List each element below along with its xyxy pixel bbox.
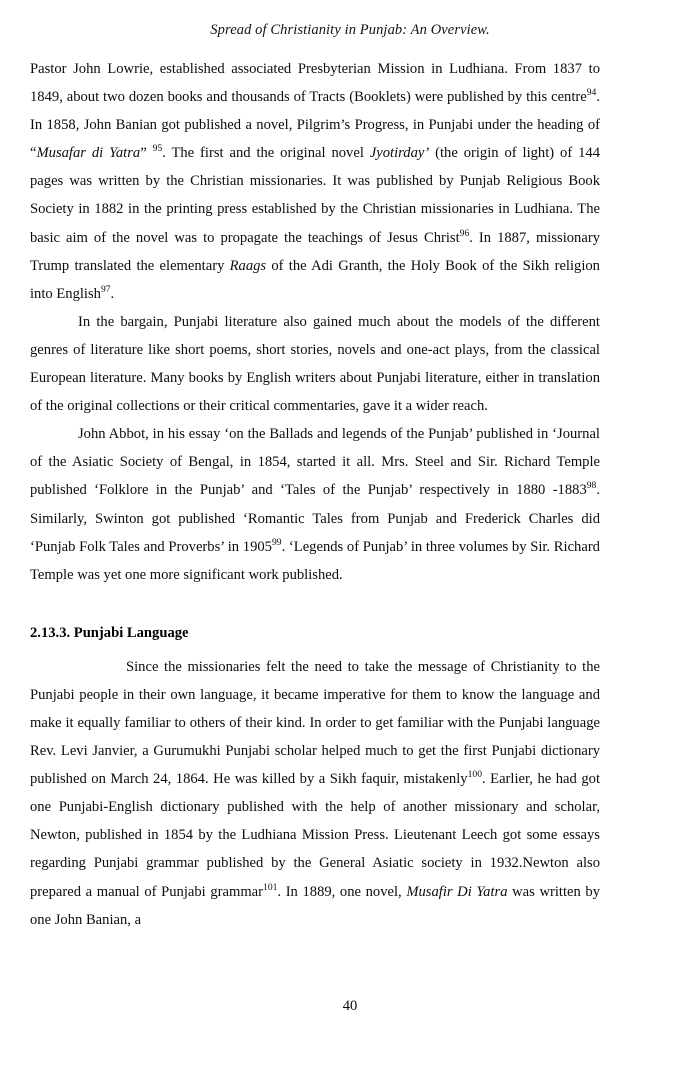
paragraph-1-run-8: . <box>110 285 115 302</box>
paragraph-4-run-2: . Earlier, he had got one Punjabi-English dictionary published with the help of another missionary and scholar, Newton, published in 1854 by the Ludhiana Mission Press. Lieutenant Leech got some essays regarding Punjabi grammar published by the General Asiatic society in 1932.Newton also prepared a manual of Punjabi grammar <box>30 771 601 900</box>
footnote-marker-99: 99 <box>271 536 282 548</box>
paragraph-3 <box>30 420 600 589</box>
page-number: 40 <box>342 998 358 1014</box>
paragraph-1-run-3: ” <box>140 145 153 162</box>
paragraph-1-run-4: . The first and the original novel <box>162 145 370 162</box>
paragraph-1-run-2: . In 1858, John Banian got published a novel, Pilgrim’s Progress, in Punjabi under the heading of “ <box>30 89 600 162</box>
running-header: Spread of Christianity in Punjab: An Overview. <box>210 22 490 38</box>
paragraph-1-run-1: Pastor John Lowrie, established associated Presbyterian Mission in Ludhiana. From 1837 to 1849, about two dozen books and thousands of Tracts (Booklets) were published by this centre <box>30 61 600 106</box>
paragraph-1-run-6: . In 1887, missionary Trump translated the elementary <box>30 229 600 274</box>
paragraph-3-run-3: . ‘Legends of Punjab’ in three volumes by Sir. Richard Temple was yet one more significant work published. <box>30 538 600 583</box>
footnote-marker-101: 101 <box>263 881 278 893</box>
paragraph-3-run-2: . Similarly, Swinton got published ‘Romantic Tales from Punjab and Frederick Charles did ‘Punjab Folk Tales and Proverbs’ in 1905 <box>30 482 600 555</box>
section-heading-punjabi-language: 2.13.3. Punjabi Language <box>30 624 189 641</box>
paragraph-3-run-1: John Abbot, in his essay ‘on the Ballads and legends of the Punjab’ published in ‘Journal of the Asiatic Society of Bengal, in 1854, started it all. Mrs. Steel and Sir. Richard Temple published ‘Folklore in the Punjab’ and ‘Tales of the Punjab’ respectively in 1880 -1883 <box>30 426 600 499</box>
book-title-musafar-di-yatra: Musafar di Yatra <box>36 145 141 162</box>
footnote-marker-98: 98 <box>586 480 597 492</box>
footnote-marker-96: 96 <box>459 227 470 239</box>
book-title-jyotirday: Jyotirday’ <box>369 145 430 162</box>
paragraph-1-run-5: (the origin of light) of 144 pages was written by the Christian missionaries. It was published by Punjab Religious Book Society in 1882 in the printing press established by the Christian missionaries in Ludhiana. The basic aim of the novel was to propagate the teachings of Jesus Christ <box>30 145 600 246</box>
book-title-musafir-di-yatra: Musafir Di Yatra <box>406 883 508 900</box>
paragraph-4-run-1: Since the missionaries felt the need to take the message of Christianity to the Punjabi people in their own language, it became imperative for them to know the language and make it equally familiar to others of their kind. In order to get familiar with the Punjabi language Rev. Levi Janvier, a Gurumukhi Punjabi scholar helped much to get the first Punjabi dictionary published on March 24, 1864. He was killed by a Sikh faquir, mistakenly <box>30 658 600 788</box>
paragraph-2: In the bargain, Punjabi literature also gained much about the models of the different genres of literature like short poems, short stories, novels and one-act plays, from the classical European literature. Many books by English writers about Punjabi literature, either in translation of the original collections or their critical commentaries, gave it a wider reach. <box>30 313 600 415</box>
footnote-marker-95: 95 <box>152 143 163 155</box>
footnote-marker-100: 100 <box>467 769 482 781</box>
paragraph-4-run-3: . In 1889, one novel, <box>277 883 407 900</box>
footnote-marker-94: 94 <box>586 87 597 99</box>
term-raags: Raags <box>229 257 267 274</box>
paragraph-4-run-4: was written by one John Banian, a <box>30 883 600 928</box>
footnote-marker-97: 97 <box>100 283 111 295</box>
paragraph-4 <box>30 653 600 934</box>
text-column <box>30 55 600 934</box>
paragraph-1 <box>30 55 600 308</box>
paragraph-1-run-7: of the Adi Granth, the Holy Book of the Sikh religion into English <box>30 257 600 302</box>
